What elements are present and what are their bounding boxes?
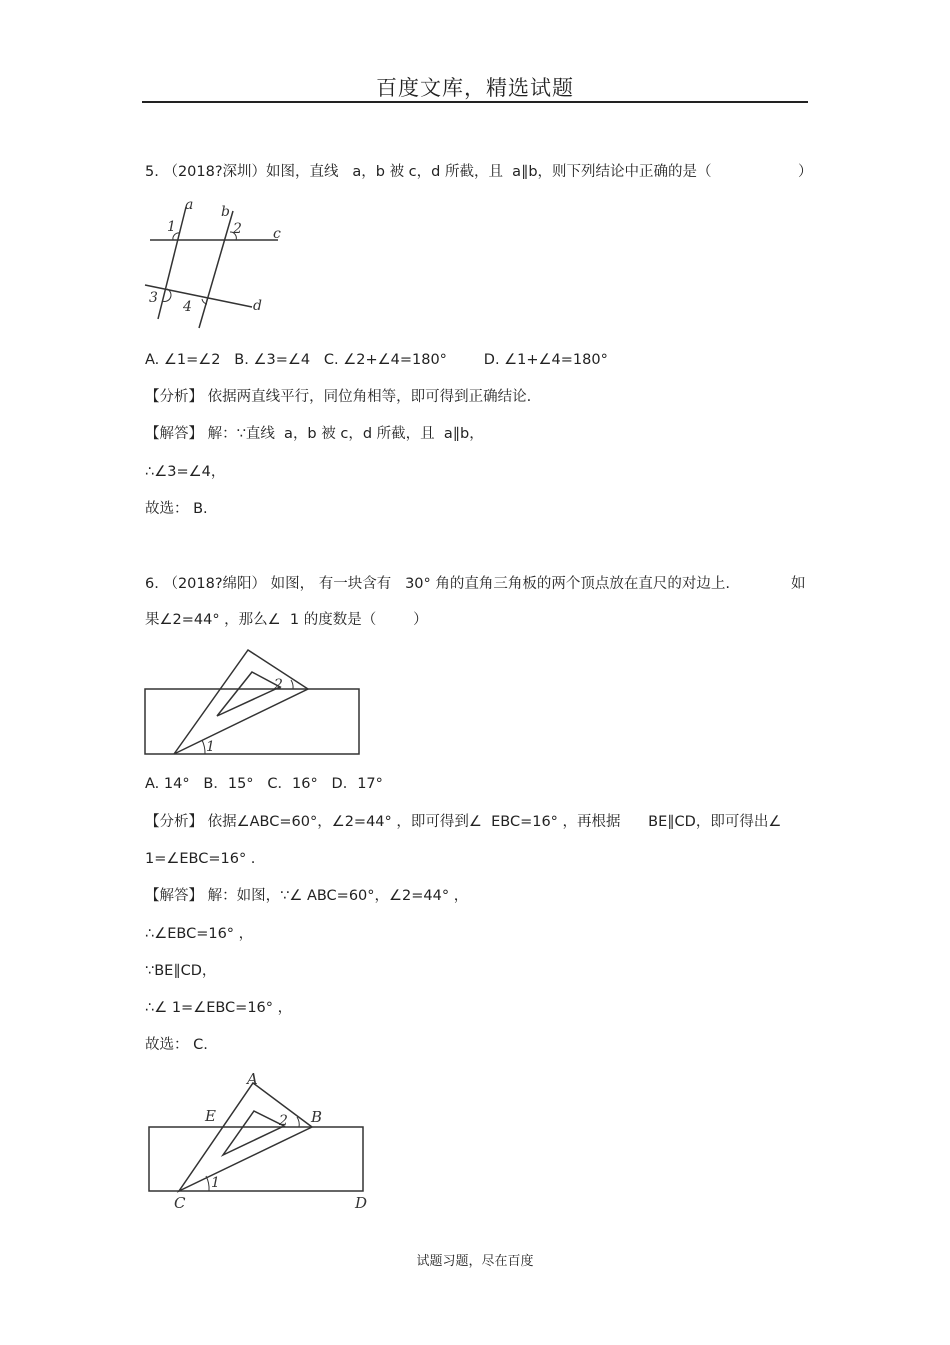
q6-fig2-label-B: B (311, 1108, 323, 1126)
q5-stem-close: ） (798, 164, 813, 180)
q5-label-b: b (221, 204, 230, 220)
q6-stem-line2: 果∠2=44° ，那么∠ 1 的度数是（ ） (145, 612, 428, 628)
q5-solution: 【解答】 解：∵直线 a，b 被 c，d 所截，且 a∥b， (145, 426, 484, 442)
q5-label-a: a (185, 197, 194, 213)
q6-triangle-inner (217, 672, 280, 716)
q6-fig2-label-1: 1 (211, 1175, 220, 1191)
q6-options: A. 14° B．15° C．16° D．17° (145, 776, 383, 792)
q6-step2: ∵BE∥CD， (145, 963, 217, 979)
q6-stem-line1-end: 如 (791, 576, 806, 592)
page-footer: 试题习题，尽在百度 (416, 1254, 534, 1269)
q5-analysis: 【分析】 依据两直线平行，同位角相等，即可得到正确结论. (145, 389, 532, 405)
header-rule (142, 101, 808, 103)
q6-fig2-triangle-inner (223, 1111, 284, 1155)
q6-fig2-ruler (149, 1127, 363, 1191)
q6-fig1-label-1: 1 (206, 739, 215, 755)
q6-fig2-label-E: E (205, 1107, 216, 1125)
q5-options: A. ∠1=∠2 B. ∠3=∠4 C. ∠2+∠4=180° D. ∠1+∠4=180° (145, 352, 608, 368)
q6-analysis-line1: 【分析】 依据∠ABC=60°，∠2=44° ，即可得到∠ EBC=16° ，再根据 BE∥CD，即可得出∠ (145, 814, 782, 830)
q6-step3: ∴∠ 1=∠EBC=16° ， (145, 1000, 293, 1016)
q6-fig2-triangle-outer (179, 1083, 312, 1191)
q6-stem-line1: 6. （2018?绵阳） 如图， 有一块含有 30° 角的直角三角板的两个顶点放在直尺的对边上. (145, 576, 731, 592)
q6-analysis-line2: 1=∠EBC=16° . (145, 851, 256, 867)
q6-solution: 【解答】 解：如图，∵∠ ABC=60°，∠2=44° ， (145, 888, 469, 904)
q5-label-d: d (253, 298, 262, 314)
q6-figure-1 (140, 645, 370, 765)
q6-step1: ∴∠EBC=16° ， (145, 926, 254, 942)
q6-figure-2 (140, 1065, 380, 1215)
q6-fig2-label-2: 2 (279, 1113, 288, 1129)
q6-triangle-outer (174, 650, 308, 754)
q6-fig2-label-D: D (355, 1194, 368, 1212)
q6-ruler (145, 689, 359, 754)
q5-label-2: 2 (233, 221, 242, 237)
q5-figure (140, 195, 290, 335)
q5-line-d (145, 285, 252, 307)
q5-stem: 5. （2018?深圳）如图，直线 a，b 被 c，d 所截，且 a∥b，则下列结论中正确的是（ (145, 164, 712, 180)
q5-label-1: 1 (167, 219, 176, 235)
q5-choice: 故选： B. (145, 501, 208, 517)
page-title: 百度文库，精选试题 (376, 76, 574, 100)
q6-fig2-label-C: C (174, 1194, 186, 1212)
q5-label-3: 3 (149, 290, 158, 306)
q6-fig1-label-2: 2 (274, 677, 283, 693)
q5-label-4: 4 (183, 299, 192, 315)
q5-step1: ∴∠3=∠4， (145, 464, 226, 480)
q6-choice: 故选： C. (145, 1037, 208, 1053)
q5-line-b (199, 211, 233, 328)
q5-label-c: c (273, 226, 281, 242)
q6-fig2-label-A: A (247, 1070, 258, 1088)
